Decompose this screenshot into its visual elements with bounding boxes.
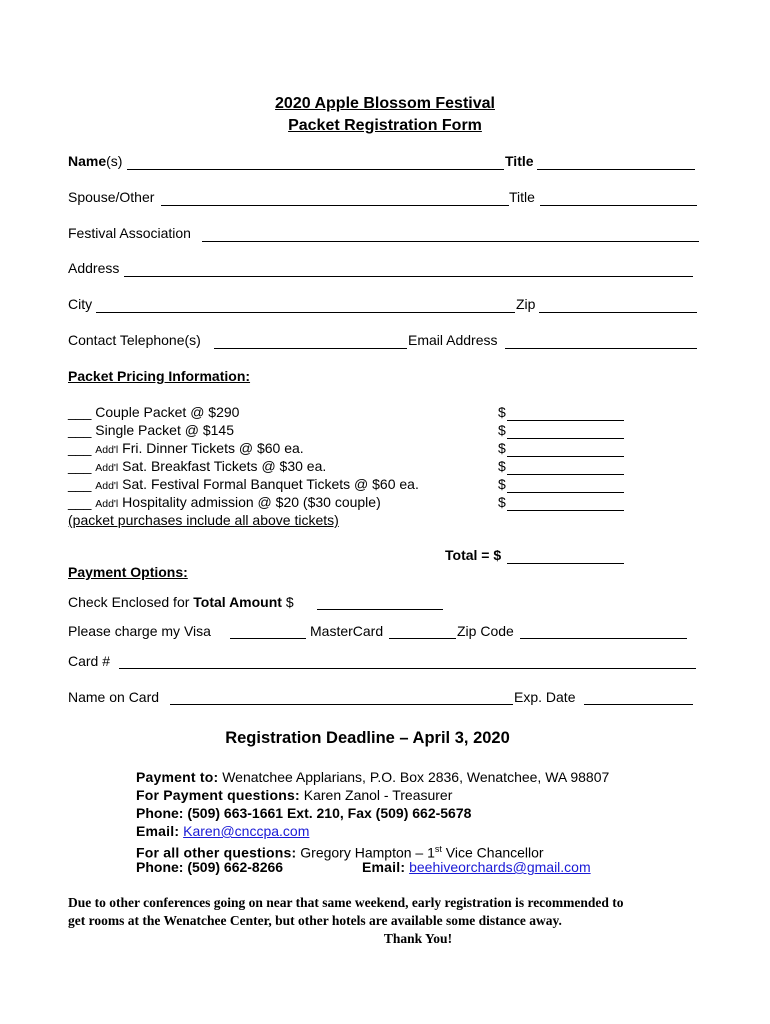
registration-deadline: Registration Deadline – April 3, 2020 — [225, 729, 510, 747]
exp-date-field[interactable] — [584, 704, 693, 705]
check-amount-field[interactable] — [317, 609, 443, 610]
amount-field[interactable] — [507, 420, 624, 421]
name-on-card-label: Name on Card — [68, 689, 160, 705]
title-label: Title — [505, 153, 534, 169]
amount-field[interactable] — [507, 456, 624, 457]
form-title-line2: Packet Registration Form — [288, 117, 482, 134]
zip-label: Zip — [516, 296, 536, 312]
amount-field[interactable] — [507, 474, 624, 475]
charge-visa-label: Please charge my Visa — [68, 623, 211, 639]
footer-note-line2: get rooms at the Wenatchee Center, but other hotels are available some distance away. — [68, 913, 562, 928]
pricing-row: ___ Add'l Hospitality admission @ $20 ($30 couple) — [68, 494, 381, 510]
mastercard-label: MasterCard — [310, 623, 384, 639]
email-link[interactable]: Karen@cnccpa.com — [183, 823, 310, 839]
amount-field[interactable] — [507, 492, 624, 493]
amount-dollar: $ — [498, 440, 506, 456]
phone-label: Contact Telephone(s) — [68, 332, 201, 348]
zip-field[interactable] — [539, 312, 697, 313]
card-number-label: Card # — [68, 653, 111, 669]
address-label: Address — [68, 260, 120, 276]
exp-date-label: Exp. Date — [514, 689, 576, 705]
name-on-card-field[interactable] — [170, 704, 513, 705]
thank-you: Thank You! — [383, 931, 453, 946]
check-enclosed-line: Check Enclosed for Total Amount $ — [68, 594, 294, 610]
title-field[interactable] — [537, 169, 695, 170]
amount-field[interactable] — [507, 510, 624, 511]
card-zip-field[interactable] — [520, 638, 687, 639]
amount-dollar: $ — [498, 494, 506, 510]
amount-dollar: $ — [498, 458, 506, 474]
card-zip-label: Zip Code — [457, 623, 514, 639]
visa-field[interactable] — [230, 638, 306, 639]
amount-dollar: $ — [498, 422, 506, 438]
other-email-line: Email: beehiveorchards@gmail.com — [362, 859, 591, 875]
mastercard-field[interactable] — [389, 638, 456, 639]
pricing-note: (packet purchases include all above tickets) — [68, 512, 339, 528]
name-field[interactable] — [127, 169, 504, 170]
city-label: City — [68, 296, 93, 312]
payment-heading: Payment Options: — [68, 564, 188, 580]
payment-email-line: Email: Karen@cnccpa.com — [136, 823, 310, 839]
association-field[interactable] — [202, 241, 699, 242]
amount-dollar: $ — [498, 404, 506, 420]
spouse-title-label: Title — [509, 189, 535, 205]
total-label: Total = $ — [445, 547, 502, 563]
other-phone-line: Phone: (509) 662-8266 — [136, 859, 284, 875]
city-field[interactable] — [96, 312, 515, 313]
email-field[interactable] — [505, 348, 697, 349]
pricing-row: ___ Add'l Sat. Festival Formal Banquet Tickets @ $60 ea. — [68, 476, 419, 492]
payment-questions-line: For Payment questions: Karen Zanol - Treasurer — [136, 787, 453, 803]
card-number-field[interactable] — [119, 668, 696, 669]
phone-field[interactable] — [214, 348, 407, 349]
association-label: Festival Association — [68, 225, 191, 241]
payment-phone-line: Phone: (509) 663-1661 Ext. 210, Fax (509) 662-5678 — [136, 805, 472, 821]
email-label: Email Address — [408, 332, 498, 348]
pricing-row: ___ Add'l Sat. Breakfast Tickets @ $30 ea. — [68, 458, 327, 474]
amount-dollar: $ — [498, 476, 506, 492]
spouse-label: Spouse/Other — [68, 189, 155, 205]
payment-to-line: Payment to: Wenatchee Applarians, P.O. Box 2836, Wenatchee, WA 98807 — [136, 769, 610, 785]
spouse-field[interactable] — [161, 205, 509, 206]
pricing-row: ___ Add'l Fri. Dinner Tickets @ $60 ea. — [68, 440, 304, 456]
other-questions-line: For all other questions: Gregory Hampton – 1st Vice Chancellor — [136, 844, 544, 861]
name-label: Name(s) — [68, 153, 123, 169]
pricing-row: ___ Single Packet @ $145 — [68, 422, 234, 438]
address-field[interactable] — [124, 276, 693, 277]
footer-note-line1: Due to other conferences going on near that same weekend, early registration is recommended to — [68, 895, 624, 910]
amount-field[interactable] — [507, 438, 624, 439]
pricing-row: ___ Couple Packet @ $290 — [68, 404, 240, 420]
email2-link[interactable]: beehiveorchards@gmail.com — [409, 859, 591, 875]
spouse-title-field[interactable] — [540, 205, 697, 206]
form-title-line1: 2020 Apple Blossom Festival — [275, 95, 495, 112]
total-field[interactable] — [507, 563, 624, 564]
pricing-heading: Packet Pricing Information: — [68, 368, 251, 384]
